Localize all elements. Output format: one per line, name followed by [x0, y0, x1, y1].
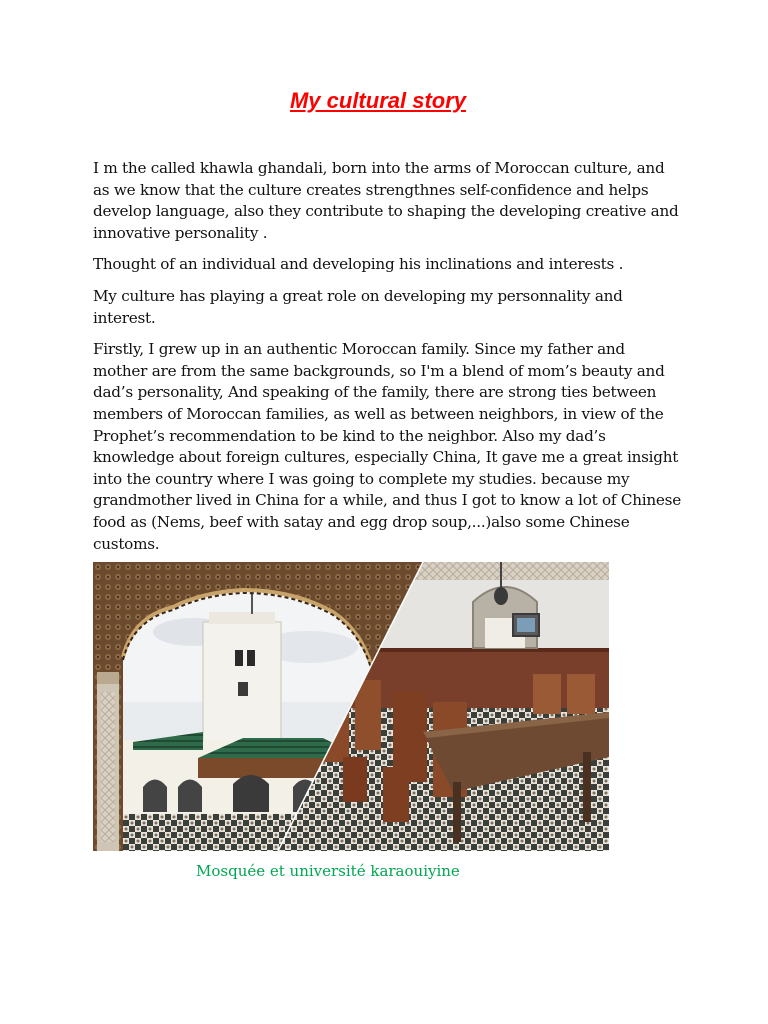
paragraph-intro: I m the called khawla ghandali, born into the arms of Moroccan culture, and as we know that the culture creates strengthnes self-confidence and helps develop language, also they contribute to shaping the developing creative and innovative personality .: [93, 159, 679, 242]
body-text: [93, 158, 683, 565]
figure-caption: Mosquée et université karaouiyine: [196, 862, 460, 880]
paragraph-family: Firstly, I grew up in an authentic Moroccan family. Since my father and mother are from the same backgrounds, so I'm a blend of mom’s beauty and dad’s personality, And speaking of the family, there are strong ties between members of Moroccan families, as well as between neighbors, in view of the Prophet’s recommendation to be kind to the neighbor. Also my dad’s knowledge about foreign cultures, especially China, It gave me a great insight into the country where I was going to complete my studies. because my grandmother lived in China for a while, and thus I got to know a lot of Chinese food as (Nems, beef with satay and egg drop soup,...)also some Chinese customs.: [93, 340, 681, 553]
mosque-university-photo: [93, 562, 609, 851]
paragraph-culture-role: My culture has playing a great role on developing my personnality and interest.: [93, 286, 623, 327]
paragraph-thought: Thought of an individual and developing his inclinations and interests .: [93, 255, 624, 274]
photo-collage-illustration: [93, 562, 609, 851]
page-title: My cultural story: [289, 88, 467, 113]
